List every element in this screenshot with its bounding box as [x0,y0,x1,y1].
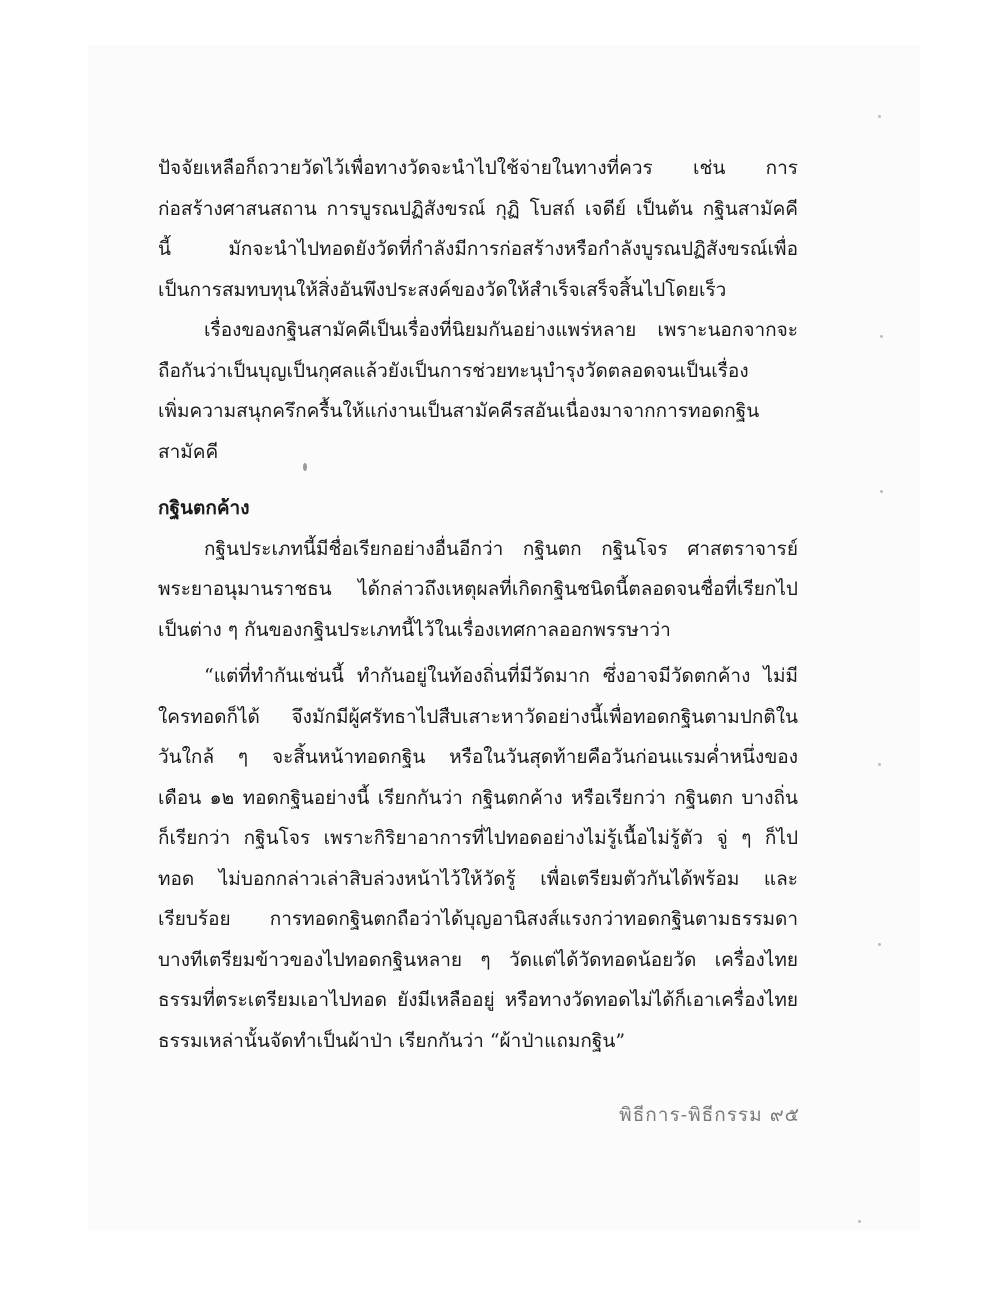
text-line: พระยาอนุมานราชธน ได้กล่าวถึงเหตุผลที่เกิดกฐินชนิดนี้ตลอดจนชื่อที่เรียกไป [158,578,798,600]
text-line: เป็นการสมทบทุนให้สิ่งอันพึงประสงค์ของวัดให้สำเร็จเสร็จสิ้นไปโดยเร็ว [158,278,727,301]
text-line: สามัคคี [158,440,219,463]
text-line: ธรรมเหล่านั้นจัดทำเป็นผ้าป่า เรียกกันว่า “ผ้าป่าแถมกฐิน” [158,1029,626,1052]
text-line: “แต่ที่ทำกันเช่นนี้ ทำกันอยู่ในท้องถิ่นที่มีวัดมาก ซึ่งอาจมีวัดตกค้าง ไม่มี [204,665,798,687]
text-line: เพิ่มความสนุกครึกครื้นให้แก่งานเป็นสามัคคีรสอันเนื่องมาจากการทอดกฐิน [158,400,760,422]
text-line: วันใกล้ ๆ จะสิ้นหน้าทอดกฐิน หรือในวันสุดท้ายคือวันก่อนแรมค่ำหนึ่งของ [158,746,798,768]
scan-speck [878,943,881,946]
paragraph-1 [158,148,798,310]
text-line: นี้ มักจะนำไปทอดยังวัดที่กำลังมีการก่อสร้างหรือกำลังบูรณปฏิสังขรณ์เพื่อ [158,238,798,260]
text-line: ถือกันว่าเป็นบุญเป็นกุศลแล้วยังเป็นการช่วยทะนุบำรุงวัดตลอดจนเป็นเรื่อง [158,359,749,382]
text-line: กฐินประเภทนี้มีชื่อเรียกอย่างอื่นอีกว่า กฐินตก กฐินโจร ศาสตราจารย์ [204,537,798,560]
paragraph-3 [158,529,798,651]
scan-speck [878,763,881,766]
text-line: ปัจจัยเหลือก็ถวายวัดไว้เพื่อทางวัดจะนำไปใช้จ่ายในทางที่ควร เช่น การ [158,157,798,179]
page-footer: พิธีการ-พิธีกรรม ๙๕ [619,1104,800,1126]
text-line: ทอด ไม่บอกกล่าวเล่าสิบล่วงหน้าไว้ให้วัดรู้ เพื่อเตรียมตัวกันได้พร้อม และ [158,867,798,890]
text-line: เป็นต่าง ๆ กันของกฐินประเภทนี้ไว้ในเรื่องเทศกาลออกพรรษาว่า [158,618,671,641]
scan-speck [880,335,883,338]
section-heading: กฐินตกค้าง [158,497,250,519]
scan-speck [880,490,883,493]
scan-speck [878,115,881,118]
paragraph-2 [158,310,798,472]
page-text [158,148,798,1061]
text-line: ก่อสร้างศาสนสถาน การบูรณปฏิสังขรณ์ กุฏิ โบสถ์ เจดีย์ เป็นต้น กฐินสามัคคี [158,197,798,220]
scan-speck [858,1220,861,1223]
text-line: ก็เรียกว่า กฐินโจร เพราะกิริยาอาการที่ไปทอดอย่างไม่รู้เนื้อไม่รู้ตัว จู่ ๆ ก็ไป [158,827,798,849]
text-line: ใครทอดก็ได้ จึงมักมีผู้ศรัทธาไปสืบเสาะหาวัดอย่างนี้เพื่อทอดกฐินตามปกติใน [158,705,798,728]
quotation-block [158,656,798,1061]
text-line: เรื่องของกฐินสามัคคีเป็นเรื่องที่นิยมกันอย่างแพร่หลาย เพราะนอกจากจะ [204,319,798,341]
text-line: เรียบร้อย การทอดกฐินตกถือว่าได้บุญอานิสงส์แรงกว่าทอดกฐินตามธรรมดา [158,908,798,930]
text-line: ธรรมที่ตระเตรียมเอาไปทอด ยังมีเหลืออยู่ หรือทางวัดทอดไม่ได้ก็เอาเครื่องไทย [158,989,798,1011]
text-line: เดือน ๑๒ ทอดกฐินอย่างนี้ เรียกกันว่า กฐินตกค้าง หรือเรียกว่า กฐินตก บางถิ่น [158,786,798,809]
text-line: บางทีเตรียมข้าวของไปทอดกฐินหลาย ๆ วัดแต่ได้วัดทอดน้อยวัด เครื่องไทย [158,948,798,971]
